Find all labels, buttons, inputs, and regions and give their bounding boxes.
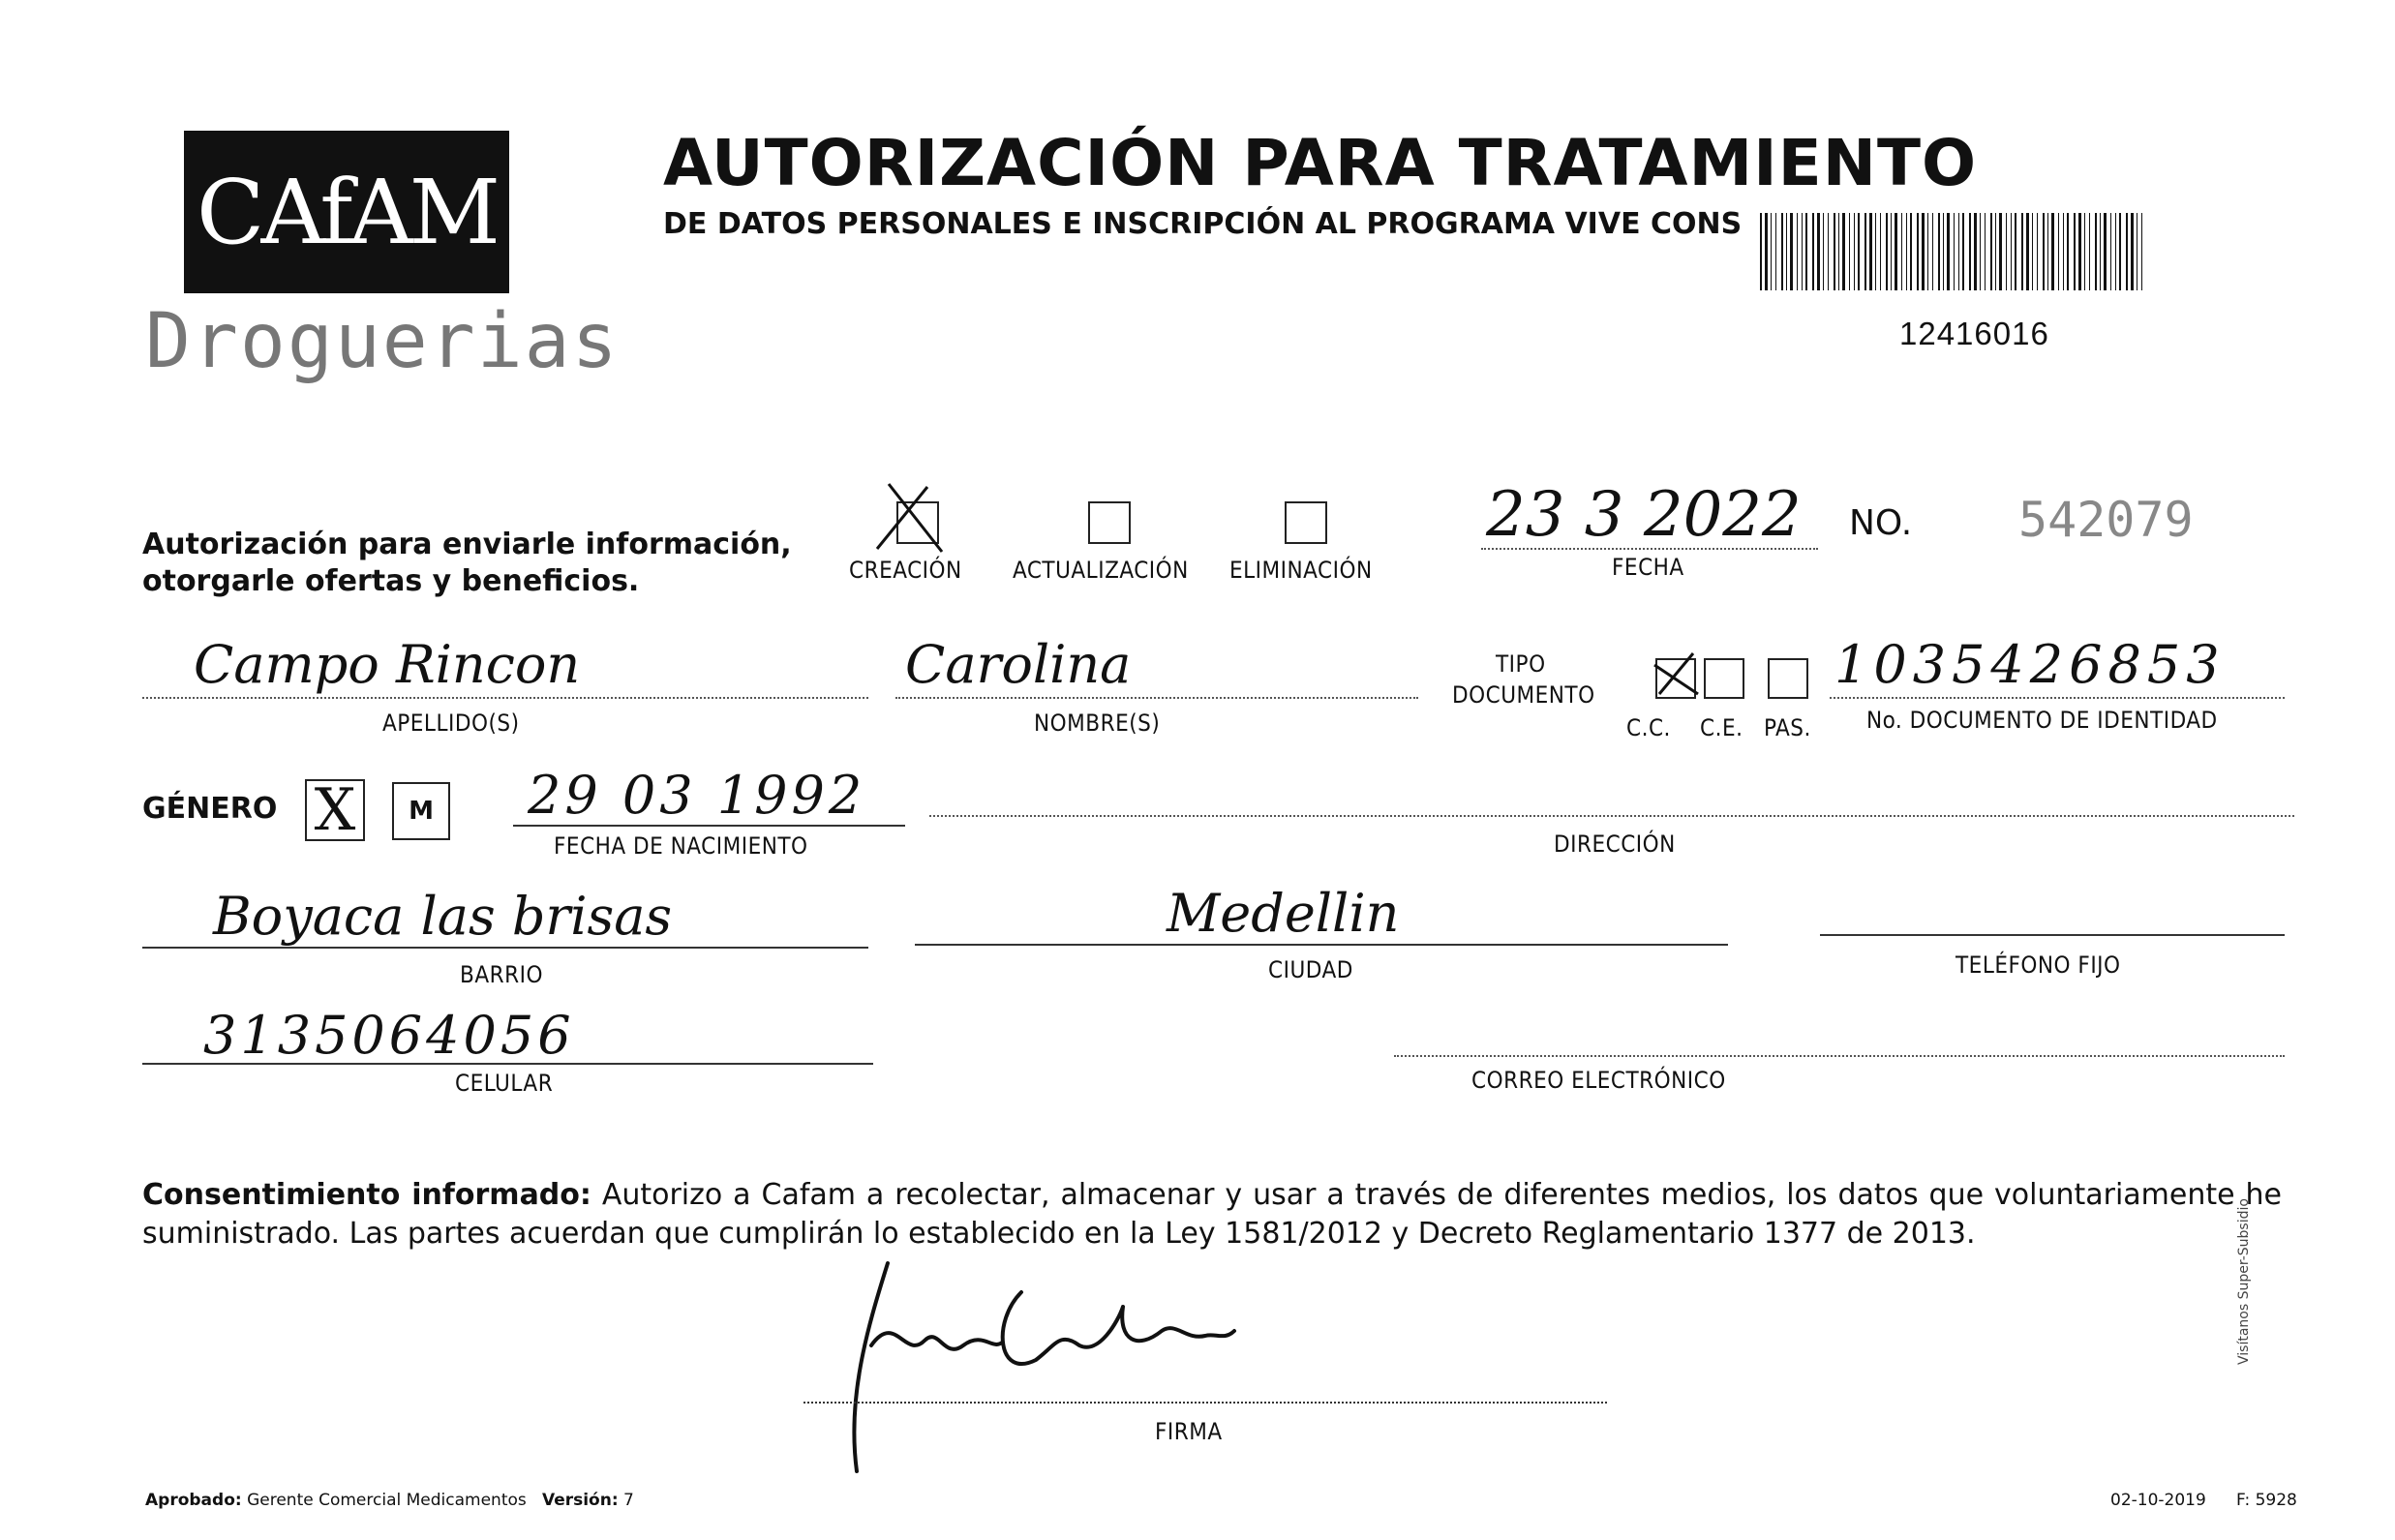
barcode-bar — [2095, 213, 2097, 290]
barcode-bar — [1805, 213, 1807, 290]
eliminacion-label: ELIMINACIÓN — [1229, 557, 1373, 584]
barcode-bar — [1990, 213, 1992, 290]
barcode-number: 12416016 — [1899, 316, 2049, 351]
name-line — [895, 697, 1418, 699]
consent-body: Autorizo a Cafam a recolectar, almacenar y usar a través de diferentes medios, los datos que voluntariamente he suministrado. Las partes acuerdan que cumplirán lo establecido en la Ley 1581/2012 y Decreto Reglamentario 1377 de 2013. — [142, 1178, 2282, 1251]
barcode-bar — [2051, 213, 2054, 290]
barcode-bar — [1917, 213, 1919, 290]
barcode-bar — [2126, 213, 2128, 290]
barcode-bar — [1875, 213, 1876, 290]
barcode-bar — [2074, 213, 2076, 290]
creacion-label: CREACIÓN — [849, 557, 962, 584]
phone-line[interactable] — [1820, 934, 2285, 936]
gender-f-mark: X — [314, 776, 356, 844]
barcode-bar — [2078, 213, 2081, 290]
barcode-bar — [1980, 213, 1981, 290]
doc-number-label: No. DOCUMENTO DE IDENTIDAD — [1866, 707, 2218, 734]
barcode-bar — [1765, 213, 1768, 290]
city-label: CIUDAD — [1268, 956, 1353, 983]
barcode — [1760, 213, 2147, 290]
barcode-bar — [1958, 213, 1959, 290]
barcode-bar — [1880, 213, 1881, 290]
barcode-bar — [1786, 213, 1787, 290]
phone-label: TELÉFONO FIJO — [1955, 951, 2121, 979]
barcode-bar — [1938, 213, 1940, 290]
ce-label: C.E. — [1700, 714, 1743, 741]
barcode-bar — [1910, 213, 1912, 290]
barcode-bar — [1869, 213, 1872, 290]
mobile-label: CELULAR — [455, 1070, 554, 1097]
consent-title: Consentimiento informado: — [142, 1178, 591, 1212]
birth-line — [513, 825, 905, 827]
form-title: AUTORIZACIÓN PARA TRATAMIENTO — [663, 126, 1978, 200]
barcode-bar — [1771, 213, 1772, 290]
barcode-bar — [2043, 213, 2045, 290]
barcode-bar — [2006, 213, 2007, 290]
barcode-bar — [1922, 213, 1925, 290]
barcode-bar — [2110, 213, 2111, 290]
name-label: NOMBRE(S) — [1034, 710, 1161, 737]
barcode-bar — [1891, 213, 1892, 290]
barcode-bar — [1995, 213, 1996, 290]
authorization-label-line2: otorgarle ofertas y beneficios. — [142, 564, 640, 598]
barcode-bar — [2037, 213, 2038, 290]
consent-text — [142, 1176, 2282, 1253]
barcode-bar — [1927, 213, 1928, 290]
email-label: CORREO ELECTRÓNICO — [1471, 1067, 1726, 1094]
cc-label: C.C. — [1626, 714, 1671, 741]
barcode-bar — [1864, 213, 1866, 290]
gender-m-checkbox[interactable] — [392, 782, 450, 840]
barcode-bar — [1999, 213, 2002, 290]
barcode-bar — [1828, 213, 1829, 290]
city-line — [915, 944, 1728, 946]
mobile-value[interactable]: 3135064056 — [203, 1005, 575, 1066]
barcode-bar — [1834, 213, 1835, 290]
barcode-bar — [1854, 213, 1855, 290]
city-value[interactable]: Medellin — [1167, 883, 1400, 944]
pas-checkbox[interactable] — [1768, 658, 1808, 699]
barcode-bar — [2026, 213, 2029, 290]
email-line[interactable] — [1394, 1055, 2285, 1057]
barcode-bar — [2067, 213, 2069, 290]
logo-subtitle: Droguerias — [145, 298, 620, 385]
ce-checkbox[interactable] — [1704, 658, 1744, 699]
barcode-bar — [2141, 213, 2142, 290]
barcode-bar — [2047, 213, 2048, 290]
fecha-line — [1481, 548, 1818, 550]
no-value: 542079 — [2018, 492, 2194, 548]
barcode-bar — [1943, 213, 1944, 290]
gender-m-label: M — [409, 797, 434, 826]
check-x-icon — [1650, 646, 1708, 704]
barcode-bar — [1790, 213, 1793, 290]
doc-type-label-2: DOCUMENTO — [1452, 681, 1595, 709]
footer-form-code: F: 5928 — [2236, 1491, 2297, 1510]
barcode-bar — [2104, 213, 2107, 290]
address-line[interactable] — [929, 815, 2294, 817]
barcode-bar — [2089, 213, 2090, 290]
cafam-logo — [184, 131, 509, 293]
barcode-bar — [2015, 213, 2016, 290]
version-label: Versión: — [541, 1491, 619, 1510]
fecha-value[interactable]: 23 3 2022 — [1486, 479, 1802, 551]
barcode-bar — [1817, 213, 1820, 290]
doc-type-label-1: TIPO — [1496, 650, 1546, 678]
birth-value[interactable]: 29 03 1992 — [528, 765, 866, 826]
signature-line[interactable] — [803, 1402, 1607, 1404]
barcode-bar — [2032, 213, 2033, 290]
barcode-bar — [1901, 213, 1902, 290]
barcode-bar — [2058, 213, 2059, 290]
check-x-icon — [869, 479, 956, 557]
side-text: Visítanos Super-Subsidio — [2236, 1198, 2252, 1365]
signature-drawing — [828, 1253, 1370, 1476]
barcode-bar — [1947, 213, 1950, 290]
barcode-bar — [2063, 213, 2064, 290]
cc-checkbox[interactable] — [1655, 658, 1696, 699]
barcode-bar — [1838, 213, 1839, 290]
barrio-value[interactable]: Boyaca las brisas — [213, 886, 673, 947]
barcode-bar — [1962, 213, 1964, 290]
birth-label: FECHA DE NACIMIENTO — [554, 832, 808, 860]
barcode-bar — [1812, 213, 1814, 290]
form-subtitle: DE DATOS PERSONALES E INSCRIPCIÓN AL PROGRAMA VIVE CONS — [663, 207, 1743, 241]
barcode-bar — [2131, 213, 2134, 290]
barcode-bar — [1954, 213, 1955, 290]
barcode-bar — [1849, 213, 1850, 290]
doc-number-value[interactable]: 1035426853 — [1834, 634, 2226, 695]
barcode-bar — [1895, 213, 1897, 290]
name-value[interactable]: Carolina — [905, 634, 1132, 695]
pas-label: PAS. — [1764, 714, 1811, 741]
logo-text: CAfAM — [197, 160, 497, 264]
creacion-checkbox[interactable] — [896, 501, 939, 544]
fecha-label: FECHA — [1612, 554, 1684, 581]
barcode-bar — [1932, 213, 1933, 290]
barcode-bar — [2119, 213, 2121, 290]
footer-left — [145, 1491, 634, 1510]
surname-label: APELLIDO(S) — [382, 710, 520, 737]
address-label: DIRECCIÓN — [1554, 830, 1676, 858]
barrio-label: BARRIO — [460, 961, 543, 988]
barcode-bar — [1781, 213, 1783, 290]
actualizacion-label: ACTUALIZACIÓN — [1013, 557, 1189, 584]
barcode-bar — [1775, 213, 1776, 290]
barcode-bar — [1985, 213, 1986, 290]
barcode-bar — [2115, 213, 2116, 290]
version-value: 7 — [623, 1491, 634, 1510]
barcode-bar — [1969, 213, 1971, 290]
barcode-bar — [1842, 213, 1845, 290]
barcode-bar — [1802, 213, 1803, 290]
barcode-bar — [2011, 213, 2012, 290]
barcode-bar — [1886, 213, 1888, 290]
gender-f-checkbox[interactable] — [305, 776, 365, 844]
barcode-bar — [1823, 213, 1824, 290]
surname-line — [142, 697, 868, 699]
barcode-bar — [2084, 213, 2085, 290]
approved-value: Gerente Comercial Medicamentos — [247, 1491, 527, 1510]
gender-label: GÉNERO — [142, 792, 278, 826]
barcode-bar — [1906, 213, 1907, 290]
barcode-bar — [1760, 213, 1762, 290]
barcode-bar — [2021, 213, 2023, 290]
signature-label: FIRMA — [1155, 1418, 1223, 1445]
barcode-bar — [1858, 213, 1860, 290]
barrio-line — [142, 947, 868, 949]
surname-value[interactable]: Campo Rincon — [194, 634, 581, 695]
authorization-label-line1: Autorización para enviarle información, — [142, 528, 792, 561]
eliminacion-checkbox[interactable] — [1285, 501, 1327, 544]
doc-number-line — [1830, 697, 2285, 699]
barcode-bar — [1974, 213, 1977, 290]
barcode-bar — [2100, 213, 2101, 290]
barcode-bar — [1797, 213, 1798, 290]
actualizacion-checkbox[interactable] — [1088, 501, 1131, 544]
mobile-line — [142, 1063, 873, 1065]
approved-label: Aprobado: — [145, 1491, 242, 1510]
no-label: NO. — [1849, 503, 1913, 543]
footer-date: 02-10-2019 — [2110, 1491, 2206, 1510]
